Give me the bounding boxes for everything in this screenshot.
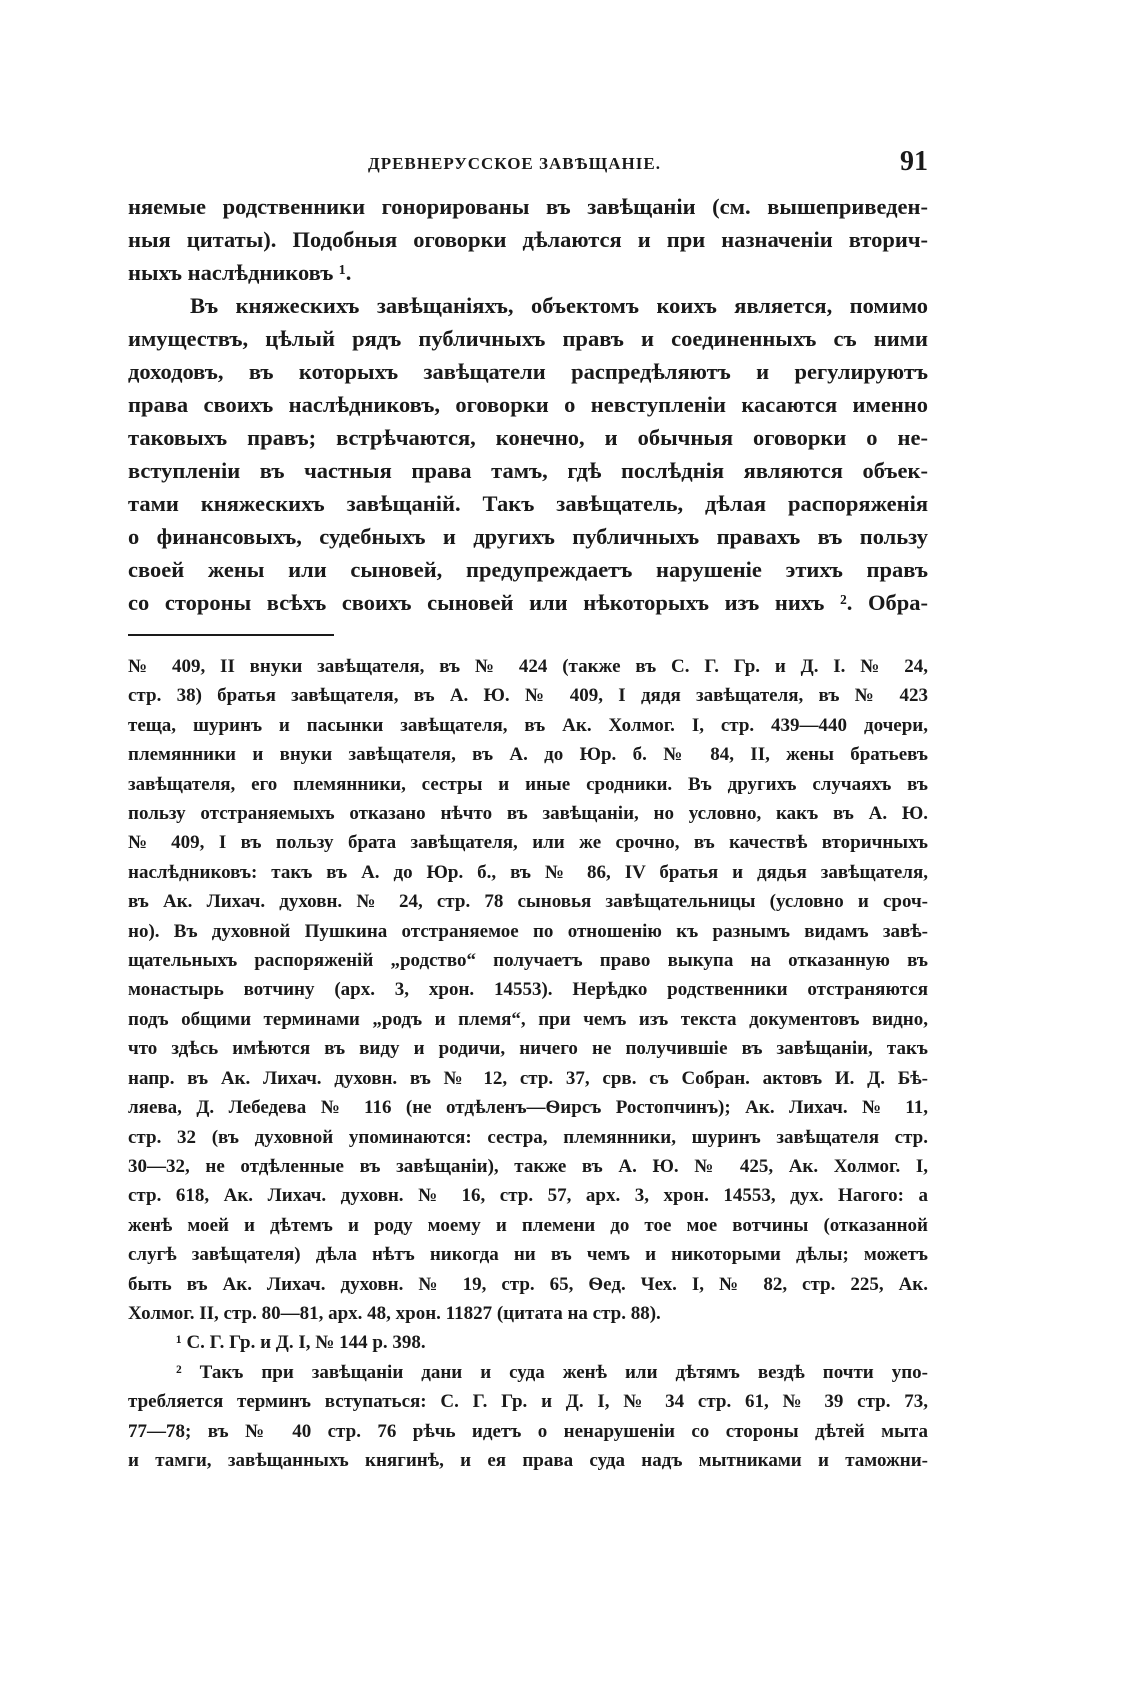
footnote-1 (128, 1328, 928, 1357)
text-line: няемые родственники гонорированы въ завѣщаніи (см. вышеприведен- (128, 194, 928, 219)
text-line: ныхъ наслѣдниковъ ¹. (128, 260, 352, 285)
text-line: таковыхъ правъ; встрѣчаются, конечно, и обычныя оговорки о не- (128, 425, 928, 450)
footnote-line: теща, шуринъ и пасынки завѣщателя, въ Ак. Холмог. I, стр. 439—440 дочери, (128, 714, 928, 736)
footnote-line: стр. 38) братья завѣщателя, въ А. Ю. № 409, I дядя завѣщателя, въ № 423 (128, 685, 928, 707)
footnote-line: и тамги, завѣщанныхъ княгинѣ, и ея права суда надъ мытниками и таможни- (128, 1449, 928, 1471)
footnote-line: что здѣсь имѣются въ виду и родичи, ничего не получившіе въ завѣщаніи, такъ (128, 1038, 928, 1060)
running-title: ДРЕВНЕРУССКОЕ ЗАВѢЩАНІЕ. (368, 154, 661, 173)
footnote-line: стр. 618, Ак. Лихач. духовн. № 16, стр. 57, арх. 3, хрон. 14553, дух. Нагого: а (128, 1185, 928, 1207)
footnote-line: № 409, II внуки завѣщателя, въ № 424 (также въ С. Г. Гр. и Д. I. № 24, (128, 656, 928, 677)
footnote-line: наслѣдниковъ: такъ въ А. до Юр. б., въ № 86, IV братья и дядья завѣщателя, (128, 861, 928, 883)
footnote-line: 30—32, не отдѣленные въ завѣщаніи), также въ А. Ю. № 425, Ак. Холмог. I, (128, 1155, 928, 1177)
footnote-line: монастырь вотчину (арх. 3, хрон. 14553). Нерѣдко родственники отстраняются (128, 979, 928, 1001)
footnote-2 (128, 1358, 928, 1476)
footnote-line: Холмог. II, стр. 80—81, арх. 48, хрон. 11827 (цитата на стр. 88). (128, 1302, 661, 1324)
footnote-continued (128, 652, 928, 1328)
footnote-line: стр. 32 (въ духовной упоминаются: сестра, племянники, шуринъ завѣщателя стр. (128, 1126, 928, 1148)
paragraph-princely-testaments (128, 289, 928, 619)
footnote-line: напр. въ Ак. Лихач. духовн. въ № 12, стр. 37, срв. съ Собран. актовъ И. Д. Бѣ- (128, 1067, 928, 1089)
footnote-line: ляева, Д. Лебедева № 116 (не отдѣленъ—Ѳирсъ Ростопчинъ); Ак. Лихач. № 11, (128, 1097, 928, 1119)
footnote-line: быть въ Ак. Лихач. духовн. № 19, стр. 65, Ѳед. Чех. I, № 82, стр. 225, Ак. (128, 1273, 928, 1295)
footnote-line: слугѣ завѣщателя) дѣла нѣтъ никогда ни въ чемъ и никоторыми дѣлы; можетъ (128, 1244, 928, 1266)
body-text (128, 190, 928, 619)
text-line: о финансовыхъ, судебныхъ и другихъ публичныхъ правахъ въ пользу (128, 524, 928, 549)
footnote-line: въ Ак. Лихач. духовн. № 24, стр. 78 сыновья завѣщательницы (условно и сроч- (128, 891, 928, 913)
footnote-line: но). Въ духовной Пушкина отстраняемое по отношенію къ разнымъ видамъ завѣ- (128, 920, 928, 942)
text-line: имуществъ, цѣлый рядъ публичныхъ правъ и соединенныхъ съ ними (128, 326, 928, 351)
text-line: со стороны всѣхъ своихъ сыновей или нѣкоторыхъ изъ нихъ ². Обра- (128, 590, 928, 615)
footnote-line: щательныхъ распоряженій „родство“ получаетъ право выкупа на отказанную въ (128, 950, 928, 972)
paragraph-continued (128, 190, 928, 289)
footnote-line: ¹ С. Г. Гр. и Д. I, № 144 р. 398. (176, 1332, 426, 1354)
footnote-line: племянники и внуки завѣщателя, въ А. до Юр. б. № 84, II, жены братьевъ (128, 744, 928, 766)
footnotes (128, 652, 928, 1475)
text-line: Въ княжескихъ завѣщаніяхъ, объектомъ коихъ является, помимо (190, 293, 928, 318)
text-line: тами княжескихъ завѣщаній. Такъ завѣщатель, дѣлая распоряженія (128, 491, 928, 516)
footnote-line: № 409, I въ пользу брата завѣщателя, или же срочно, въ качествѣ вторичныхъ (128, 832, 928, 854)
footnote-line: женѣ моей и дѣтемъ и роду моему и племени до тое мое вотчины (отказанной (128, 1214, 928, 1236)
text-line: своей жены или сыновей, предупреждаетъ нарушеніе этихъ правъ (128, 557, 928, 582)
footnote-rule (128, 634, 334, 636)
footnote-line: пользу отстраняемыхъ отказано нѣчто въ завѣщаніи, но условно, какъ въ А. Ю. (128, 803, 928, 825)
footnote-line: ² Такъ при завѣщаніи дани и суда женѣ или дѣтямъ вездѣ почти упо- (176, 1361, 928, 1383)
footnote-line: подъ общими терминами „родъ и племя“, при чемъ изъ текста документовъ видно, (128, 1008, 928, 1030)
text-line: ныя цитаты). Подобныя оговорки дѣлаются и при назначеніи вторич- (128, 227, 928, 252)
footnote-line: завѣщателя, его племянники, сестры и иные сродники. Въ другихъ случаяхъ въ (128, 773, 928, 795)
text-line: права своихъ наслѣдниковъ, оговорки о невступленіи касаются именно (128, 392, 928, 417)
text-line: доходовъ, въ которыхъ завѣщатели распредѣляютъ и регулируютъ (128, 359, 928, 384)
page-number: 91 (900, 146, 928, 177)
footnote-line: требляется терминъ вступаться: С. Г. Гр. и Д. I, № 34 стр. 61, № 39 стр. 73, (128, 1391, 928, 1413)
running-head (128, 148, 928, 178)
footnote-line: 77—78; въ № 40 стр. 76 рѣчь идетъ о ненарушеніи со стороны дѣтей мыта (128, 1420, 928, 1442)
text-line: вступленіи въ частныя права тамъ, гдѣ послѣднія являются объек- (128, 458, 928, 483)
